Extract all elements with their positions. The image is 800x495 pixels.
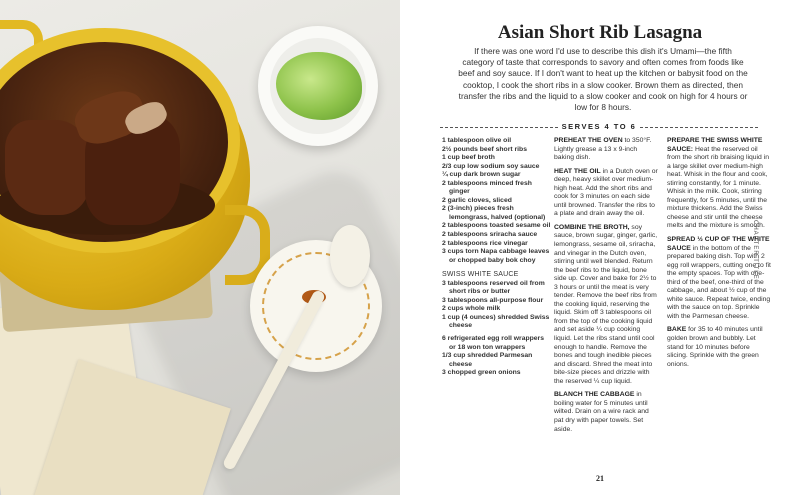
ingredient: 2½ pounds beef short ribs: [442, 145, 527, 153]
method-step: HEAT THE OIL in a Dutch oven or deep, heavy skillet over medium-high heat. Add the short ribs and cook for 3 minutes on each side until browned. Transfer the ribs to a plate and drain away the oil.: [554, 167, 658, 218]
recipe-page: [400, 0, 800, 495]
chapter-label: CHAPTER TITLE: [752, 220, 758, 280]
serves-label: SERVES 4 TO 6: [561, 122, 637, 131]
ingredients-column: [442, 137, 552, 378]
ingredient: 2 cups whole milk: [442, 305, 501, 313]
ingredient: 3 cups torn Napa cabbage leaves or chopped baby bok choy: [442, 248, 550, 264]
ingredient: 1 tablespoon olive oil: [442, 137, 512, 144]
short-rib: [5, 120, 90, 215]
spoon-bowl: [330, 225, 370, 287]
recipe-intro: If there was one word I'd use to describe this dish it's Umami—the fifth category of taste that corresponds to savory and often comes from foods like beef and soy sauce. If I don't want to heat up the kitchen or babysit food on the cooktop, I cook the short ribs in a slow cooker. Brown them as directed, then transfer the ribs and the liquid to a slow cooker and cook on high for 4 hours or low for 8 hours.: [458, 46, 748, 113]
method-step: COMBINE THE BROTH, soy sauce, brown sugar, ginger, garlic, lemongrass, sesame oil, sriracha, and vinegar in the Dutch oven, stirring until well blended. Return the beef ribs to the liquid, bone side up. Cover and bake for 2½ to 3 hours or until the meat is very tender. Remove the beef ribs from the cooking liquid, reserving the liquid. Skim off 3 tablespoons oil from the top of the cooking liquid and set aside ¼ cup cooking liquid. Let the ribs stand until cool enough to handle. Remove the bones and tough inedible pieces and discard. Shred the meat into bite-size pieces and drizzle with the reserved ¼ cup liquid.: [554, 223, 658, 385]
page-number: 21: [596, 474, 604, 483]
serves-bar: [440, 122, 758, 132]
ingredient: 2 tablespoons toasted sesame oil: [442, 222, 551, 230]
ingredient: 2 tablespoons rice vinegar: [442, 239, 528, 247]
method-step: BAKE for 35 to 40 minutes until golden brown and bubbly. Let stand for 10 minutes before slicing. Sprinkle with the green onions.: [667, 326, 763, 368]
ingredient: ¼ cup dark brown sugar: [442, 171, 521, 179]
ingredient: 2 garlic cloves, sliced: [442, 196, 512, 204]
method-column-1: [554, 137, 658, 439]
method-step: PREHEAT THE OVEN to 350°F. Lightly grease a 13 x 9-inch baking dish.: [554, 137, 652, 162]
ingredient: 6 refrigerated egg roll wrappers or 18 won ton wrappers: [442, 335, 544, 351]
ingredient: 2 tablespoons sriracha sauce: [442, 231, 538, 239]
ingredient: 2 (3-inch) pieces fresh lemongrass, halved (optional): [442, 205, 546, 221]
ingredient: 1 cup (4 ounces) shredded Swiss cheese: [442, 313, 550, 330]
divider: [640, 127, 758, 128]
sauce-heading: SWISS WHITE SAUCE: [442, 271, 519, 279]
ingredient: 3 tablespoons reserved oil from short ribs or butter: [442, 279, 545, 296]
ingredient: 2/3 cup low sodium soy sauce: [442, 162, 540, 170]
ingredient: 2 tablespoons minced fresh ginger: [442, 179, 532, 196]
ingredient: 3 tablespoons all-purpose flour: [442, 296, 544, 304]
recipe-title: Asian Short Rib Lasagna: [497, 22, 703, 43]
method-step: BLANCH THE CABBAGE in boiling water for 5 minutes until wilted. Drain on a wire rack and pat dry with paper towels. Set aside.: [554, 391, 649, 433]
method-step: PREPARE THE SWISS WHITE SAUCE: Heat the reserved oil from the short rib braising liquid in a large skillet over medium-high heat. Whisk in the flour and cook, stirring constantly, for 1 minute. Whisk in the milk. Cook, stirring frequently, for 5 minutes, until the mixture thickens. Add the Swiss cheese and stir until the cheese melts and the mixture is smooth.: [667, 137, 769, 230]
ingredient: 1 cup beef broth: [442, 154, 495, 162]
ingredient: 1/3 cup shredded Parmesan cheese: [442, 352, 533, 368]
ingredient: 3 chopped green onions: [442, 369, 521, 377]
method-step: SPREAD ½ CUP OF THE WHITE SAUCE in the bottom of the prepared baking dish. Top with 2 egg roll wrappers, cutting one to fit the empty spaces. Top with one-third of the beef, one-third of the cabbage, and about ½ cup of the white sauce. Repeat twice, ending with the sauce on top. Sprinkle with the Parmesan cheese.: [667, 236, 771, 320]
